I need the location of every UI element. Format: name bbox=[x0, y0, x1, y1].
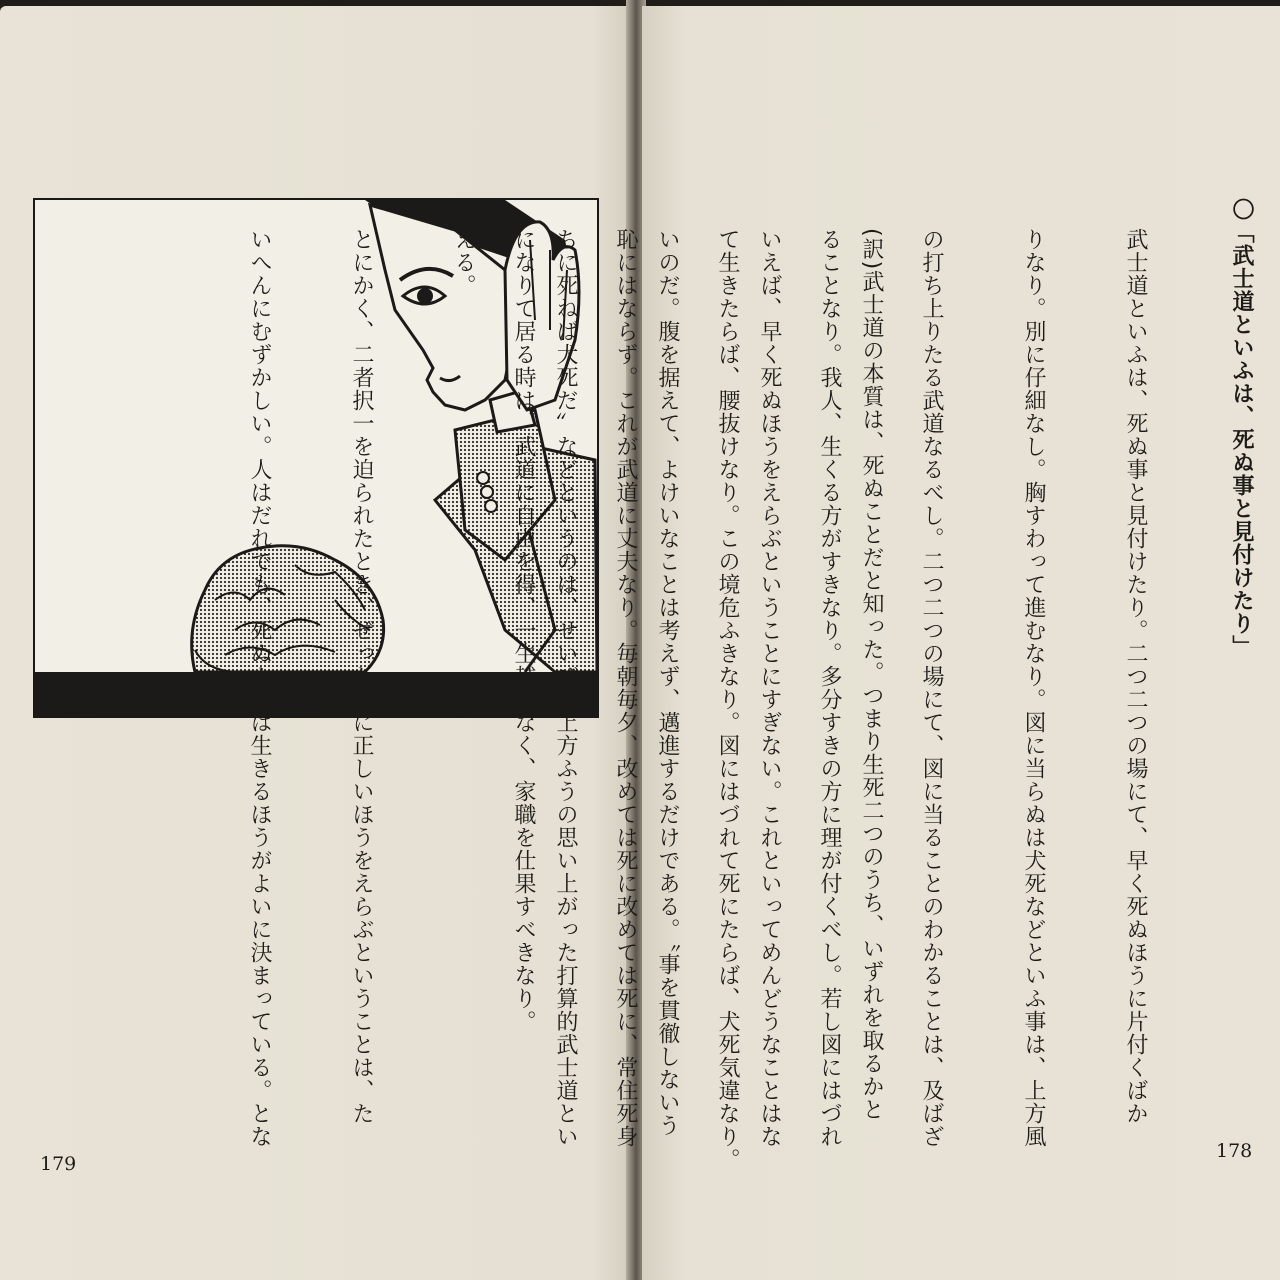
text-column: ることなり。我人、生くる方がすきなり。多分すきの方に理が付くべし。若し図にはづれ bbox=[817, 228, 842, 1148]
text-column: いえば、早く死ぬほうをえらぶということにすぎない。これといってめんどうなことはな bbox=[757, 228, 782, 1148]
text-column: りなり。別に仔細なし。胸すわって進むなり。図に当らぬは犬死などといふ事は、上方風 bbox=[1021, 228, 1046, 1148]
text-column: える。 bbox=[451, 228, 476, 297]
page-number: 179 bbox=[40, 1153, 77, 1175]
page-number: 178 bbox=[1216, 1140, 1253, 1162]
translation-text bbox=[174, 228, 956, 1171]
text-column: ちに死ねば犬死だ〟などというのは、せいぜい上方ふうの思い上がった打算的武士道とい bbox=[553, 228, 578, 1148]
text-column: て生きたらば、腰抜けなり。この境危ふきなり。図にはづれて死にたらば、犬死気違なり。 bbox=[715, 228, 740, 1171]
text-column: いへんにむずかしい。人はだれでも、死ぬよりは生きるほうがよいに決まっている。とな bbox=[247, 228, 272, 1148]
quote-headline: 〇「武士道といふは、死ぬ事と見付けたり」 bbox=[1229, 198, 1254, 658]
text-column: (訳)武士道の本質は、死ぬことだと知った。つまり生死二つのうち、いずれを取るかと bbox=[859, 228, 884, 1122]
text-column: とにかく、二者択一を迫られたとき、ぜったいに正しいほうをえらぶということは、た bbox=[349, 228, 374, 1125]
text-column: の打ち上りたる武道なるべし。二つ二つの場にて、図に当ることのわかることは、及ばざ bbox=[919, 228, 944, 1148]
text-column: 恥にはならず。これが武道に丈夫なり。毎朝毎夕、改めては死に改めては死に、常住死身 bbox=[613, 228, 638, 1148]
text-column: になりて居る時は、武道に自由を得、一生越度なく、家職を仕果すべきなり。 bbox=[511, 228, 536, 1033]
text-column: いのだ。腹を据えて、よけいなことは考えず、邁進するだけである。〝事を貫徹しないう bbox=[655, 228, 680, 1137]
text-column: 武士道といふは、死ぬ事と見付けたり。二つ二つの場にて、早く死ぬほうに片付くばか bbox=[1123, 228, 1148, 1125]
